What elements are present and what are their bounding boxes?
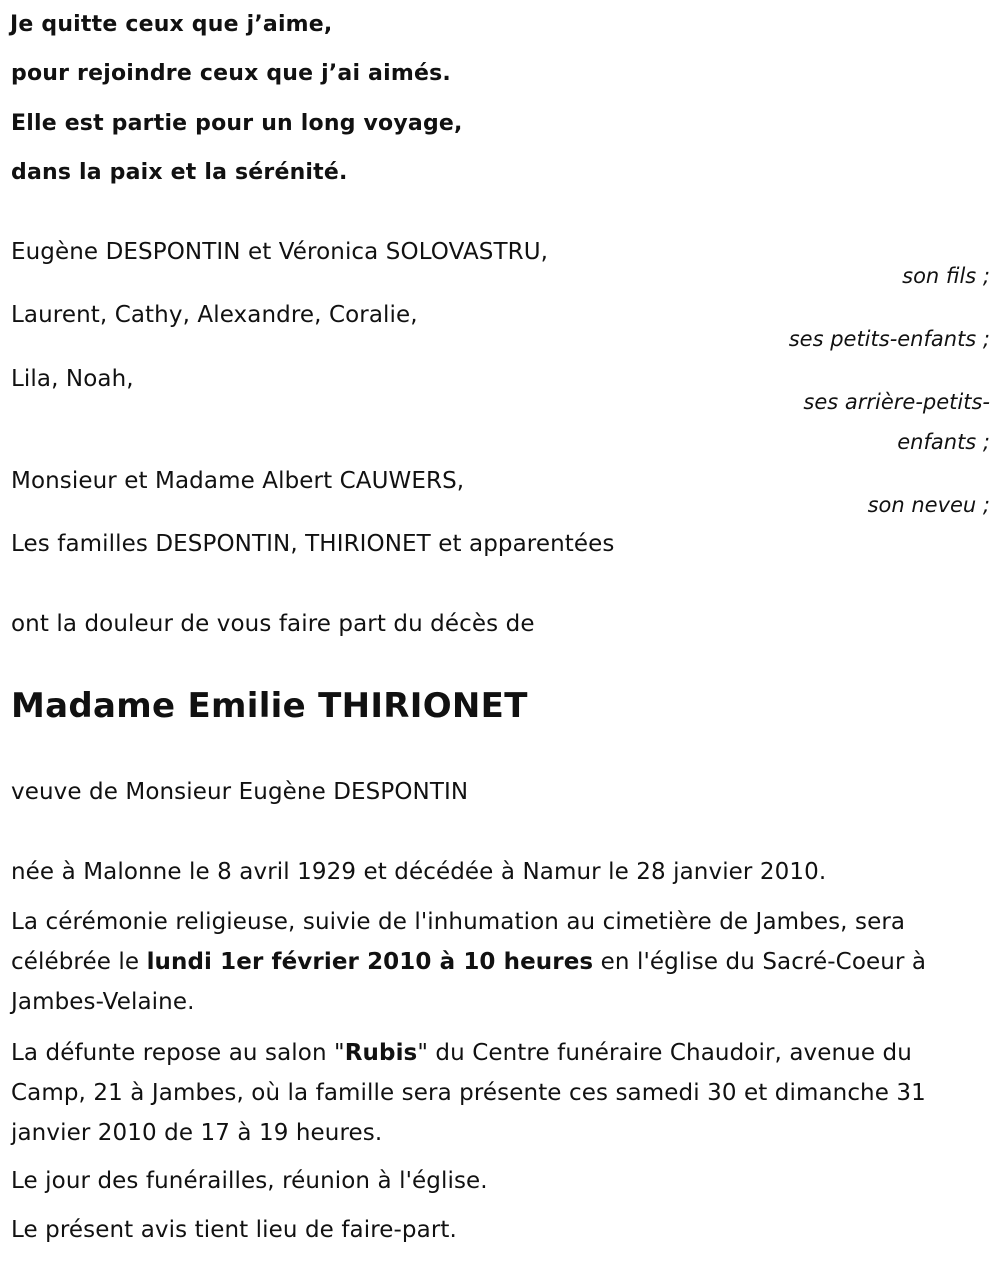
relation-son: son fils ; [902,264,990,288]
repose-text-after: " du Centre funéraire Chaudoir, avenue du Camp, 21 à Jambes, où la famille sera présente ces samedi 30 et dimanche 31 janvier 2010 de 17 à 19 heures. [11,1040,926,1146]
relation-grandchildren: ses petits-enfants ; [788,327,990,351]
repose-text-before: La défunte repose au salon " [11,1040,345,1066]
ceremony-text-after: en l'église du Sacré-Coeur à Jambes-Velaine. [11,949,927,1015]
deceased-name: Madame Emilie THIRIONET [11,686,528,726]
poem-line-4: dans la paix et la sérénité. [11,160,348,185]
widow-of: veuve de Monsieur Eugène DESPONTIN [11,779,469,805]
relation-great-grandchildren-2: enfants ; [897,430,990,454]
relation-great-grandchildren-1: ses arrière-petits- [803,390,990,414]
notice-info: Le présent avis tient lieu de faire-part. [11,1217,457,1243]
salon-name: Rubis [344,1040,418,1066]
family-grandchildren: Laurent, Cathy, Alexandre, Coralie, [11,302,418,328]
poem-line-3: Elle est partie pour un long voyage, [11,111,463,136]
family-great-grandchildren: Lila, Noah, [11,366,134,392]
meeting-info: Le jour des funérailles, réunion à l'église. [11,1168,488,1194]
repose-paragraph [11,1033,986,1153]
family-son: Eugène DESPONTIN et Véronica SOLOVASTRU, [11,239,549,265]
poem-line-1: Je quitte ceux que j’aime, [10,12,333,37]
relation-nephew: son neveu ; [867,493,990,517]
ceremony-paragraph [11,902,986,1022]
ceremony-text-before: La cérémonie religieuse, suivie de l'inhumation au cimetière de Jambes, sera célébrée le [11,909,906,975]
poem-line-2: pour rejoindre ceux que j’ai aimés. [11,61,451,86]
family-nephew: Monsieur et Madame Albert CAUWERS, [11,468,465,494]
announcement: ont la douleur de vous faire part du décès de [11,611,535,637]
ceremony-date: lundi 1er février 2010 à 10 heures [146,949,594,975]
family-relatives: Les familles DESPONTIN, THIRIONET et apparentées [11,531,615,557]
birth-death: née à Malonne le 8 avril 1929 et décédée à Namur le 28 janvier 2010. [11,859,827,885]
